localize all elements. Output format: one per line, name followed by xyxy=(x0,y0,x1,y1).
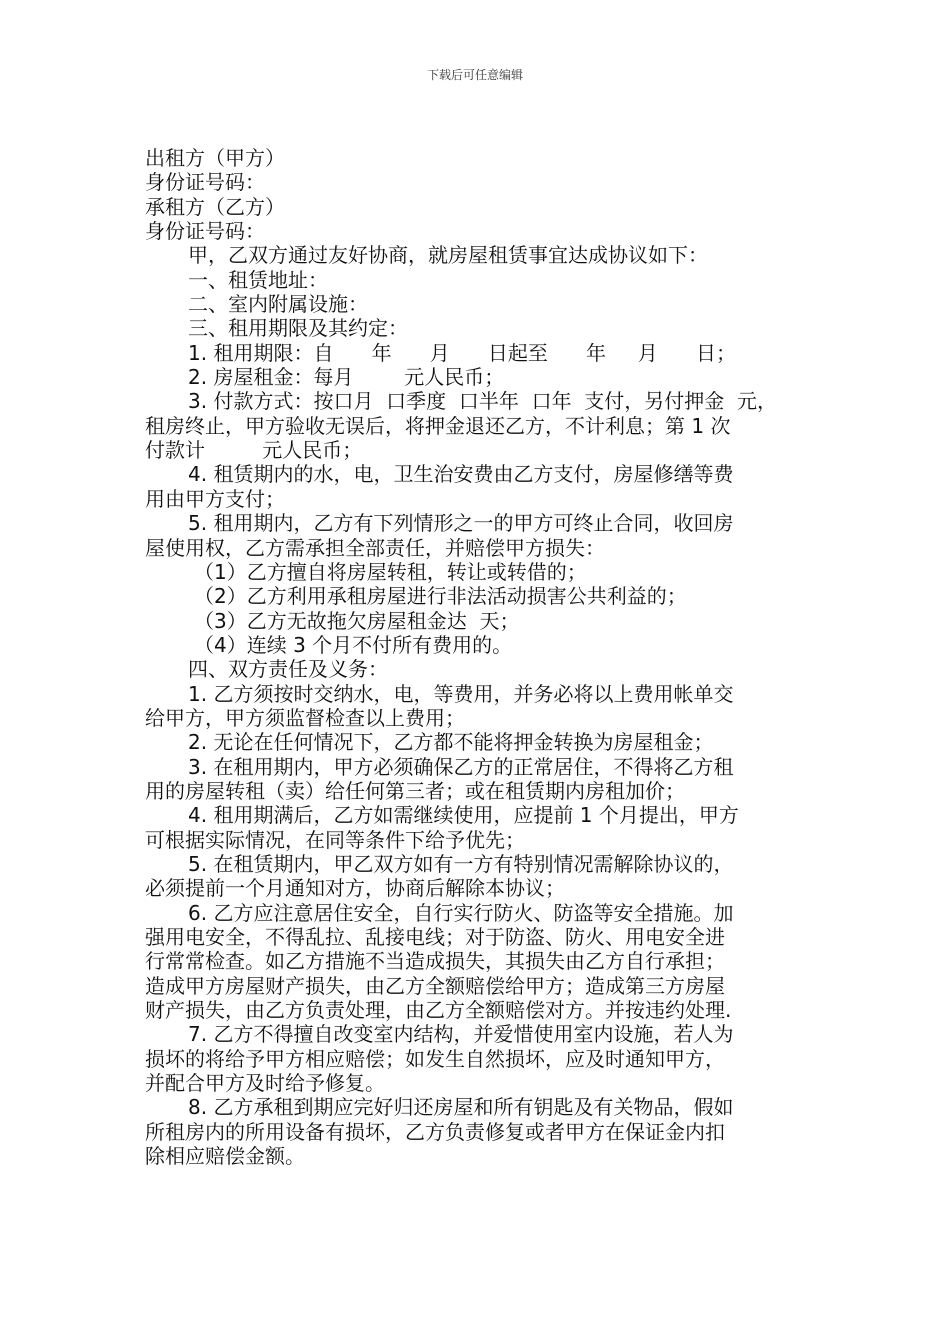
contract-line: 4. 租赁期内的水，电，卫生治安费由乙方支付，房屋修缮等费 xyxy=(188,462,734,487)
contract-line: 3. 在租用期内，甲方必须确保乙方的正常居住，不得将乙方租 xyxy=(188,754,734,779)
contract-line: 身份证号码： xyxy=(145,219,265,244)
contract-line: 行常常检查。如乙方措施不当造成损失，其损失由乙方自行承担； xyxy=(145,949,725,974)
contract-line: 2. 无论在任何情况下，乙方都不能将押金转换为房屋租金； xyxy=(188,730,714,755)
contract-line: 所租房内的所用设备有损坏，乙方负责修复或者甲方在保证金内扣 xyxy=(145,1119,725,1144)
contract-line: 用由甲方支付； xyxy=(145,486,285,511)
contract-line: 出租方（甲方） xyxy=(145,146,285,170)
contract-line: 损坏的将给予甲方相应赔偿；如发生自然损坏，应及时通知甲方， xyxy=(145,1046,725,1071)
contract-body xyxy=(145,146,810,1168)
contract-line: 强用电安全，不得乱拉、乱接电线；对于防盗、防火、用电安全进 xyxy=(145,925,725,949)
contract-line: 二、室内附属设施： xyxy=(188,292,368,317)
contract-line: （4）连续 3 个月不付所有费用的。 xyxy=(194,632,513,657)
contract-line: 付款计 元人民币； xyxy=(145,438,363,463)
contract-line: 1. 乙方须按时交纳水，电，等费用，并务必将以上费用帐单交 xyxy=(188,681,734,706)
contract-line: 可根据实际情况，在同等条件下给予优先； xyxy=(145,827,525,852)
contract-line: （1）乙方擅自将房屋转租，转让或转借的； xyxy=(194,559,587,584)
contract-line: （3）乙方无故拖欠房屋租金达 天； xyxy=(194,608,520,633)
contract-line: 财产损失，由乙方负责处理，由乙方全额赔偿对方。并按违约处理. xyxy=(145,998,732,1023)
contract-line: 8. 乙方承租到期应完好归还房屋和所有钥匙及有关物品，假如 xyxy=(188,1095,734,1120)
contract-line: 6. 乙方应注意居住安全，自行实行防火、防盗等安全措施。加 xyxy=(188,900,734,925)
contract-line: 必须提前一个月通知对方，协商后解除本协议； xyxy=(145,876,565,901)
contract-line: 三、租用期限及其约定： xyxy=(188,316,408,341)
contract-line: 租房终止，甲方验收无误后，将押金退还乙方，不计利息；第 1 次 xyxy=(145,413,731,438)
contract-line: 四、双方责任及义务： xyxy=(188,657,388,682)
contract-line: （2）乙方利用承租房屋进行非法活动损害公共利益的； xyxy=(194,584,687,609)
contract-line: 2. 房屋租金：每月 元人民币； xyxy=(188,365,505,390)
contract-line: 屋使用权，乙方需承担全部责任，并赔偿甲方损失： xyxy=(145,535,605,560)
contract-line: 给甲方，甲方须监督检查以上费用； xyxy=(145,705,465,730)
contract-line: 1. 租用期限：自 年 月 日起至 年 月 日； xyxy=(188,340,736,365)
contract-line: 4. 租用期满后，乙方如需继续使用，应提前 1 个月提出，甲方 xyxy=(188,803,739,828)
contract-line: 5. 租用期内，乙方有下列情形之一的甲方可终止合同，收回房 xyxy=(188,511,734,536)
contract-line: 5. 在租赁期内，甲乙双方如有一方有特别情况需解除协议的， xyxy=(188,851,734,876)
contract-line: 7. 乙方不得擅自改变室内结构，并爱惜使用室内设施，若人为 xyxy=(188,1022,734,1047)
contract-line: 除相应赔偿金额。 xyxy=(145,1144,305,1169)
contract-line: 身份证号码： xyxy=(145,170,265,195)
contract-line: 造成甲方房屋财产损失，由乙方全额赔偿给甲方；造成第三方房屋 xyxy=(145,973,725,998)
contract-line: 甲，乙双方通过友好协商，就房屋租赁事宜达成协议如下： xyxy=(188,243,708,268)
contract-line: 承租方（乙方） xyxy=(145,194,285,219)
contract-line: 并配合甲方及时给予修复。 xyxy=(145,1071,385,1096)
contract-line: 3. 付款方式：按口月 口季度 口半年 口年 支付，另付押金 元， xyxy=(188,389,778,414)
contract-line: 用的房屋转租（卖）给任何第三者；或在租赁期内房租加价； xyxy=(145,778,685,803)
page-header-note: 下载后可任意编辑 xyxy=(426,68,523,82)
contract-line: 一、租赁地址： xyxy=(188,267,328,292)
